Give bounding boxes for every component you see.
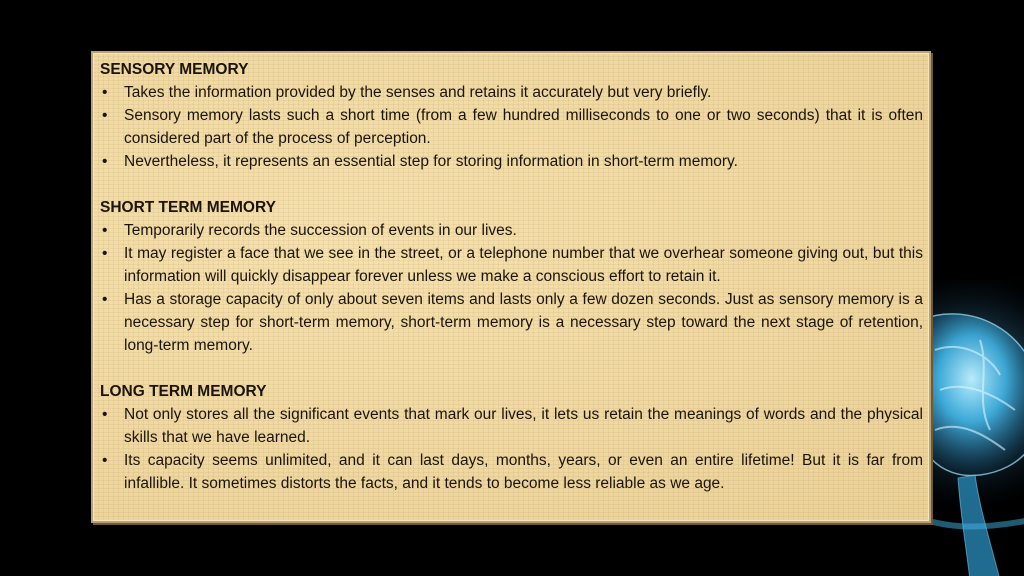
list-item-text: Takes the information provided by the senses and retains it accurately but very briefly. [124,84,712,101]
memory-types-text-panel [91,51,931,523]
list-item [100,150,923,173]
bullet-icon: • [102,245,108,262]
list-item [100,242,923,288]
list-item [100,403,923,449]
bullet-list [100,403,923,495]
list-item-text: Has a storage capacity of only about seven items and lasts only a few dozen seconds. Just as sensory memory is a necessary step for short-term memory, short-term memory is a necessary step toward the next stage of retention, long-term memory. [124,291,923,354]
bullet-icon: • [102,84,108,101]
section-heading: SHORT TERM MEMORY [100,199,276,216]
list-item [100,449,923,495]
list-item [100,81,923,104]
bullet-icon: • [102,107,108,124]
bullet-icon: • [102,406,108,423]
bullet-icon: • [102,291,108,308]
bullet-icon: • [102,452,108,469]
list-item-text: Sensory memory lasts such a short time (from a few hundred milliseconds to one or two seconds) that it is often considered part of the process of perception. [124,107,923,147]
list-item [100,288,923,357]
bullet-list [100,219,923,357]
section-heading: SENSORY MEMORY [100,61,249,78]
section-heading: LONG TERM MEMORY [100,383,267,400]
bullet-icon: • [102,153,108,170]
list-item-text: Nevertheless, it represents an essential step for storing information in short-term memory. [124,153,738,170]
list-item [100,219,923,242]
section-sensory-memory [100,58,923,173]
list-item-text: Temporarily records the succession of events in our lives. [124,222,517,239]
bullet-icon: • [102,222,108,239]
list-item-text: Not only stores all the significant events that mark our lives, it lets us retain the meanings of words and the physical skills that we have learned. [124,406,923,446]
bullet-list [100,81,923,173]
list-item-text: It may register a face that we see in the street, or a telephone number that we overhear someone giving out, but this information will quickly disappear forever unless we make a conscious effort to retain it. [124,245,923,285]
section-long-term-memory [100,380,923,495]
list-item-text: Its capacity seems unlimited, and it can last days, months, years, or even an entire lifetime! But it is far from infallible. It sometimes distorts the facts, and it tends to become less reliable as we age. [124,452,923,492]
list-item [100,104,923,150]
section-short-term-memory [100,196,923,357]
